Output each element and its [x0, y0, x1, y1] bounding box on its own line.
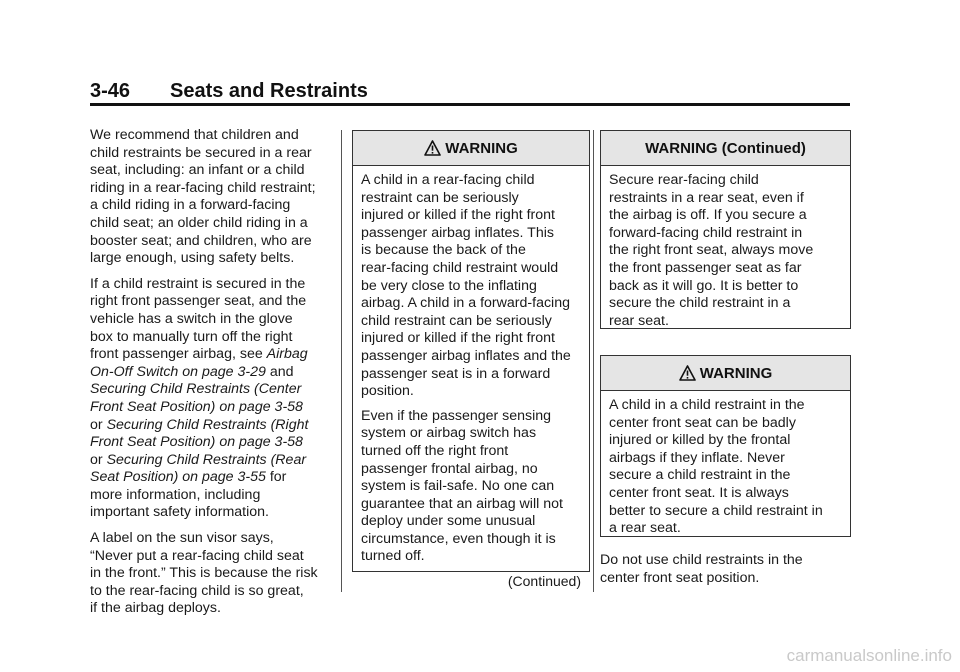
text-line [90, 346, 335, 364]
text-fragment: front passenger airbag, see [90, 346, 267, 363]
text-line: injured or killed if the right front [361, 330, 555, 347]
watermark: carmanualsonline.info [786, 646, 952, 665]
text-line: turned off. [361, 548, 425, 565]
right-seat-link[interactable]: Securing Child Restraints (Right [106, 416, 309, 433]
warning-header [601, 356, 850, 391]
warning-paragraph [361, 172, 581, 401]
warning-title: WARNING [445, 139, 518, 157]
rear-seat-link[interactable]: Seat Position) on page 3-55 [90, 469, 266, 486]
text-fragment: for [265, 469, 287, 486]
text-fragment: and [265, 363, 294, 380]
text-line: booster seat; and children, who are [90, 232, 312, 249]
warning-title: WARNING (Continued) [645, 139, 806, 157]
text-line: injured or killed if the right front [361, 207, 555, 224]
text-line: in the front.” This is because the risk [90, 565, 318, 582]
airbag-switch-link[interactable]: On-Off Switch on page 3-29 [90, 363, 266, 380]
text-line: is because the back of the [361, 242, 526, 259]
text-line: child restraints be secured in a rear [90, 144, 312, 161]
text-line: secure a child restraint in the [609, 467, 791, 484]
text-line: system is fail-safe. No one can [361, 478, 555, 495]
text-line: “Never put a rear-facing child seat [90, 547, 304, 564]
text-line: position. [361, 383, 414, 400]
text-fragment: or [90, 451, 107, 468]
intro-column [90, 127, 335, 626]
text-line: restraints in a rear seat, even if [609, 189, 804, 206]
text-line: important safety information. [90, 504, 269, 521]
warning-box-3 [600, 355, 851, 537]
text-line: rear-facing child restraint would [361, 259, 559, 276]
warning-triangle-icon [424, 140, 441, 156]
text-line: forward-facing child restraint in [609, 224, 803, 241]
text-line: be very close to the inflating [361, 277, 537, 294]
warning-triangle-icon [679, 365, 696, 381]
warning-header [601, 131, 850, 166]
warning-title: WARNING [699, 364, 773, 382]
text-line: passenger airbag inflates and the [361, 347, 571, 364]
text-line: rear seat. [609, 312, 669, 329]
warning-body [601, 391, 850, 542]
text-line: A child in a child restraint in the [609, 397, 805, 413]
center-seat-link[interactable]: Securing Child Restraints (Center [90, 381, 302, 398]
text-line [90, 399, 335, 417]
text-line: Secure rear-facing child [609, 172, 759, 188]
warning-header [353, 131, 589, 166]
text-line: vehicle has a switch in the glove [90, 310, 293, 327]
text-line: injured or killed by the frontal [609, 432, 791, 449]
text-line: turned off the right front [361, 442, 509, 459]
text-line: right front passenger seat, and the [90, 293, 307, 310]
rear-seat-link[interactable]: Securing Child Restraints (Rear [106, 451, 307, 468]
text-line: passenger frontal airbag, no [361, 460, 538, 477]
text-line [90, 417, 335, 435]
text-line: back as it will go. It is better to [609, 277, 799, 294]
text-line: secure the child restraint in a [609, 295, 791, 312]
text-line: center front seat can be badly [609, 414, 796, 431]
text-line: guarantee that an airbag will not [361, 495, 563, 512]
text-line [90, 381, 335, 399]
column-divider-2 [593, 130, 594, 592]
text-line: center front seat position. [600, 569, 760, 586]
text-line: passenger airbag inflates. This [361, 224, 554, 241]
text-line [90, 364, 335, 382]
text-line: center front seat. It is always [609, 484, 789, 501]
header-rule [90, 103, 850, 106]
text-line: to the rear-facing child is so great, [90, 582, 304, 599]
text-line: A label on the sun visor says, [90, 530, 274, 547]
text-line: child seat; an older child riding in a [90, 214, 308, 231]
continued-label: (Continued) [507, 573, 581, 590]
text-line: better to secure a child restraint in [609, 502, 823, 519]
text-line: if the airbag deploys. [90, 600, 221, 617]
text-line: airbags if they inflate. Never [609, 449, 785, 466]
text-line: system or airbag switch has [361, 425, 537, 442]
center-seat-note [600, 552, 850, 587]
warning-box-2 [600, 130, 851, 329]
text-line: A child in a rear-facing child [361, 172, 535, 188]
text-line [90, 434, 335, 452]
text-line: passenger seat is in a forward [361, 365, 551, 382]
center-seat-link[interactable]: Front Seat Position) on page 3-58 [90, 398, 303, 415]
text-line: circumstance, even though it is [361, 530, 556, 547]
text-line: riding in a rear-facing child restraint; [90, 179, 316, 196]
column-divider-1 [341, 130, 342, 592]
text-line: more information, including [90, 486, 261, 503]
text-line: We recommend that children and [90, 127, 299, 143]
warning-body [353, 166, 589, 595]
text-line [90, 469, 335, 487]
text-line: airbag. A child in a forward-facing [361, 295, 570, 312]
text-line: the front passenger seat as far [609, 259, 802, 276]
sun-visor-paragraph [90, 530, 335, 618]
text-line: large enough, using safety belts. [90, 250, 295, 267]
text-line [90, 452, 335, 470]
warning-body [601, 166, 850, 334]
cross-reference-paragraph [90, 276, 335, 522]
warning-box-1 [352, 130, 590, 590]
section-title: Seats and Restraints [170, 80, 368, 102]
text-line: the right front seat, always move [609, 242, 814, 259]
right-seat-link[interactable]: Front Seat Position) on page 3-58 [90, 434, 303, 451]
airbag-switch-link[interactable]: Airbag [266, 346, 308, 363]
text-line: Do not use child restraints in the [600, 552, 803, 568]
text-line: If a child restraint is secured in the [90, 275, 306, 292]
text-line: a rear seat. [609, 520, 681, 537]
text-line: the airbag is off. If you secure a [609, 207, 807, 224]
text-line: seat, including: an infant or a child [90, 162, 305, 179]
text-line: a child riding in a forward-facing [90, 197, 291, 214]
page-number: 3-46 [90, 80, 131, 102]
warning-paragraph [361, 408, 581, 566]
text-line: restraint can be seriously [361, 189, 519, 206]
text-line: deploy under some unusual [361, 513, 536, 530]
text-line: Even if the passenger sensing [361, 407, 552, 424]
text-line: child restraint can be seriously [361, 312, 552, 329]
text-fragment: or [90, 416, 107, 433]
intro-paragraph [90, 127, 335, 268]
text-line: box to manually turn off the right [90, 328, 293, 345]
